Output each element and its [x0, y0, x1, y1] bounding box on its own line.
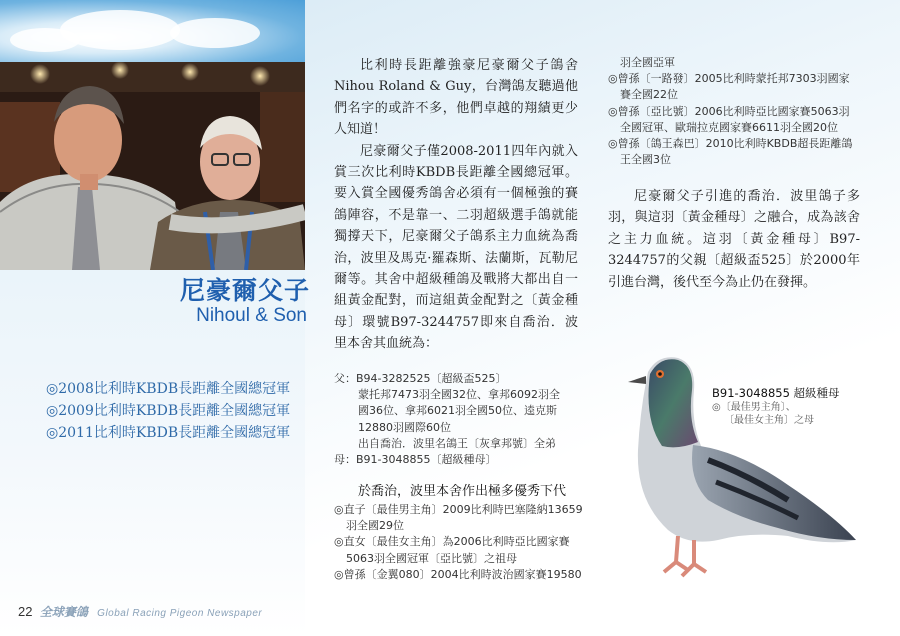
- offspring-heading: 於喬治，波里本舍作出極多優秀下代: [358, 484, 567, 499]
- pigeon-ring-label: B91-3048855 超級種母: [712, 386, 840, 400]
- pigeon-note: ◎〔最佳男主角〕、: [712, 402, 796, 413]
- pigeon-notes: [712, 401, 814, 427]
- offspring-line: ◎直子〔最佳男主角〕2009比利時巴塞隆納13659: [334, 503, 583, 516]
- awards-list: [46, 378, 316, 444]
- pedigree-line: 出自喬治．波里名鴿王〔灰拿邦號〕全弟: [358, 436, 556, 450]
- intro-paragraph: 比利時長距離強豪尼豪爾父子鴿舍Nihou Roland & Guy，台灣鴿友聽過他們名字的或許不多，他們卓越的翔績更少人知道！: [334, 58, 578, 138]
- pedigree-line: 蒙托邦7473羽全國32位、拿邦6092羽全: [358, 388, 560, 402]
- pedigree-line: 母：B91-3048855〔超級種母〕: [334, 453, 497, 467]
- pedigree-line: 國36位、拿邦6021羽全國50位、逵克斯: [358, 404, 557, 418]
- offspring-line: 賽全國22位: [620, 88, 678, 102]
- pedigree-line: 12880羽國際60位: [358, 420, 451, 434]
- page-footer: [18, 603, 262, 620]
- owner-name-chinese: 尼豪爾父子: [179, 276, 310, 305]
- closing-paragraph: 尼豪爾父子引進的喬治．波里鴿子多羽，與這羽〔黃金種母〕之融合，成為該舍之主力血統。這羽〔黃金種母〕B97-3244757的父親〔超級盃525〕於2000年引進台灣，後代至今為止仍在發揮。: [608, 189, 860, 290]
- pigeon-note: 〔最佳女主角〕之母: [724, 415, 814, 426]
- offspring-list-continued: [608, 55, 870, 168]
- award-item: ◎2011比利時KBDB長距離全國總冠軍: [46, 425, 291, 441]
- brand-chinese: 全球賽鴿: [39, 605, 88, 619]
- award-item: ◎2008比利時KBDB長距離全國總冠軍: [46, 381, 291, 397]
- page-number: 22: [18, 604, 33, 619]
- offspring-line: 全國冠軍、歐瑞拉克國家賽6611羽全國20位: [620, 120, 838, 134]
- sky-banner: [0, 0, 305, 62]
- offspring-line: ◎直女〔最佳女主角〕為2006比利時亞比國家賽: [334, 535, 570, 549]
- pedigree-line: 父：B94-3282525〔超級盃525〕: [334, 372, 507, 385]
- offspring-line: ◎曾孫〔鴿王森巴〕2010比利時KBDB超長距離鴿: [608, 137, 853, 151]
- offspring-line: ◎曾孫〔金翼080〕2004比利時波治國家賽19580: [334, 567, 582, 581]
- owners-photo: [0, 62, 305, 270]
- offspring-line: 王全國3位: [620, 153, 671, 167]
- pedigree-block: [334, 371, 584, 468]
- owner-name-english: Nihoul & Son: [196, 305, 307, 326]
- article-column-2: [608, 186, 860, 293]
- brand-english: Global Racing Pigeon Newspaper: [97, 608, 263, 619]
- offspring-list: [334, 502, 584, 583]
- award-item: ◎2009比利時KBDB長距離全國總冠軍: [46, 403, 291, 419]
- offspring-line: 羽全國亞軍: [620, 56, 675, 69]
- offspring-line: 羽全國29位: [346, 519, 404, 533]
- offspring-line: ◎曾孫〔亞比號〕2006比利時亞比國家賽5063羽: [608, 104, 850, 118]
- article-column-1: [334, 55, 578, 355]
- offspring-line: ◎曾孫〔一路發〕2005比利時蒙托邦7303羽國家: [608, 72, 850, 86]
- history-paragraph: 尼豪爾父子僅2008-2011四年內就入賞三次比利時KBDB長距離全國總冠軍。要入賞全國優秀鴿舍必須有一個極強的賽鴿陣容，不是靠一、二羽超級選手鴿就能獨撐天下，尼豪爾父子鴿系主力血統為喬治，波里及馬克·羅森斯、法蘭斯，瓦勒尼爾等。其舍中超級種鴿及戰將大都出自一組黃金配對，而這組黃金配對之〔黃金種母〕環號B97-3244757即來自喬治．波里本舍其血統為：: [334, 143, 578, 352]
- offspring-line: 5063羽全國冠軍〔亞比號〕之祖母: [346, 551, 517, 565]
